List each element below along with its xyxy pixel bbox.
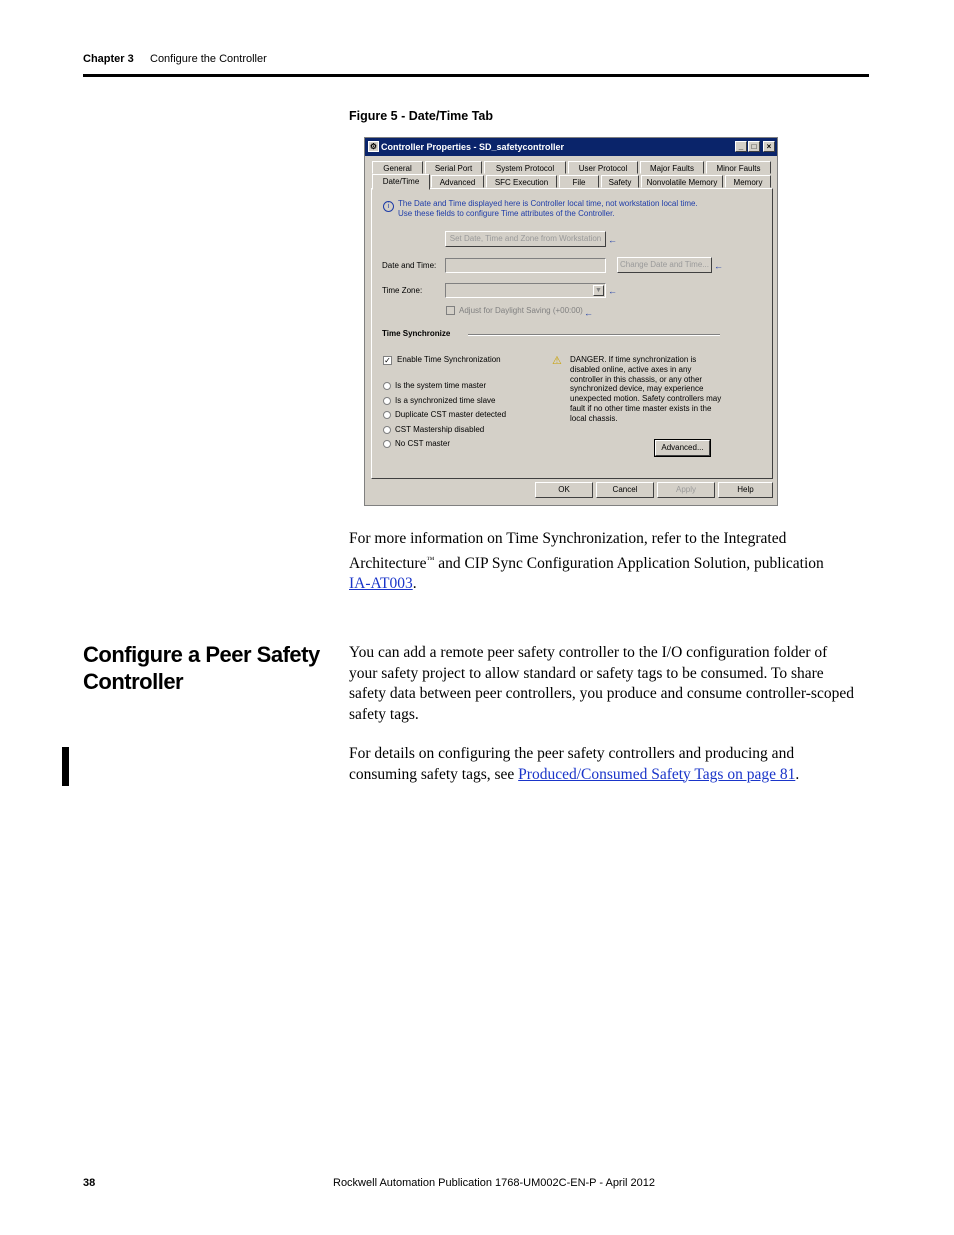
tab-general[interactable]: General	[372, 161, 423, 174]
radio-label: CST Mastership disabled	[395, 425, 485, 434]
radio-duplicate-master[interactable]	[383, 411, 391, 419]
warning-icon: ⚠	[552, 355, 562, 367]
dialog-title: Controller Properties - SD_safetycontroller	[381, 142, 565, 152]
tab-date-time[interactable]: Date/Time	[372, 174, 430, 190]
help-button[interactable]: Help	[718, 482, 773, 498]
tab-sfc-execution[interactable]: SFC Execution	[486, 175, 557, 188]
set-from-workstation-button[interactable]: Set Date, Time and Zone from Workstation	[445, 231, 606, 247]
produced-consumed-link[interactable]: Produced/Consumed Safety Tags on page 81	[518, 765, 796, 783]
maximize-button[interactable]: □	[748, 141, 760, 152]
ok-button[interactable]: OK	[535, 482, 593, 498]
date-time-label: Date and Time:	[382, 261, 437, 270]
tab-serial-port[interactable]: Serial Port	[425, 161, 482, 174]
peer-controller-paragraph: You can add a remote peer safety controller to the I/O configuration folder of your safety project to allow standard or safety tags to be consumed. To share safety data between peer controllers, you produce and consume controller-scoped safety tags.	[349, 644, 854, 723]
radio-label: Is a synchronized time slave	[395, 396, 496, 405]
arrow-left-icon: ←	[714, 261, 723, 271]
tab-minor-faults[interactable]: Minor Faults	[706, 161, 771, 174]
info-text-2: Use these fields to configure Time attributes of the Controller.	[398, 209, 615, 218]
time-sync-paragraph: For more information on Time Synchronization, refer to the Integrated Architecture™ and CIP Sync Configuration Application Solution, publication IA-AT003.	[349, 530, 824, 593]
info-icon: i	[383, 201, 394, 212]
minimize-button[interactable]: _	[735, 141, 747, 152]
group-divider	[468, 334, 720, 336]
details-paragraph: For details on configuring the peer safety controllers and producing and consuming safety tags, see Produced/Consumed Safety Tags on page 81.	[349, 745, 800, 783]
chapter-label: Chapter 3	[83, 53, 134, 65]
tab-memory[interactable]: Memory	[725, 175, 771, 188]
app-icon: ⚙	[369, 142, 378, 151]
close-button[interactable]: ×	[763, 141, 775, 152]
change-bar	[62, 747, 69, 786]
danger-message: DANGER. If time synchronization is disabled online, active axes in any controller in this chassis, or any other synchronized device, may experience unexpected motion. Safety controllers may fault if no other time master exists in the local chassis.	[570, 355, 722, 423]
header-rule	[83, 74, 869, 77]
tab-nonvolatile-memory[interactable]: Nonvolatile Memory	[641, 175, 723, 188]
tab-system-protocol[interactable]: System Protocol	[484, 161, 566, 174]
tab-user-protocol[interactable]: User Protocol	[568, 161, 638, 174]
change-date-time-button[interactable]: Change Date and Time...	[617, 257, 712, 273]
time-zone-label: Time Zone:	[382, 286, 423, 295]
figure-caption: Figure 5 - Date/Time Tab	[349, 109, 494, 123]
chevron-down-icon[interactable]: ▼	[593, 285, 604, 296]
radio-label: No CST master	[395, 439, 450, 448]
radio-no-master[interactable]	[383, 440, 391, 448]
apply-button[interactable]: Apply	[657, 482, 715, 498]
enable-sync-label: Enable Time Synchronization	[397, 355, 501, 364]
enable-sync-checkbox[interactable]: ✓	[384, 356, 391, 365]
radio-time-master[interactable]	[383, 382, 391, 390]
radio-label: Duplicate CST master detected	[395, 410, 507, 419]
chapter-title: Configure the Controller	[150, 53, 267, 65]
publication-info: Rockwell Automation Publication 1768-UM002C-EN-P - April 2012	[333, 1177, 656, 1189]
arrow-left-icon: ←	[584, 308, 593, 318]
cancel-button[interactable]: Cancel	[596, 482, 654, 498]
radio-label: Is the system time master	[395, 381, 487, 390]
advanced-button[interactable]: Advanced...	[655, 440, 710, 456]
dst-label: Adjust for Daylight Saving (+00:00)	[459, 306, 583, 315]
dialog-title-bar	[365, 138, 777, 156]
ia-at003-link[interactable]: IA-AT003	[349, 575, 413, 593]
tab-file[interactable]: File	[559, 175, 599, 188]
info-text-1: The Date and Time displayed here is Controller local time, not workstation local time.	[398, 199, 698, 208]
date-time-field[interactable]	[445, 258, 606, 273]
time-zone-select[interactable]	[445, 283, 606, 298]
page-number: 38	[83, 1177, 96, 1189]
tab-advanced[interactable]: Advanced	[431, 175, 484, 188]
tab-safety[interactable]: Safety	[601, 175, 639, 188]
section-heading: Configure a Peer Safety Controller	[83, 642, 320, 694]
time-synchronize-group: Time Synchronize	[382, 329, 451, 338]
controller-properties-dialog	[364, 137, 778, 506]
tab-major-faults[interactable]: Major Faults	[640, 161, 704, 174]
radio-time-slave[interactable]	[383, 397, 391, 405]
arrow-left-icon: ←	[608, 286, 617, 296]
dst-checkbox[interactable]	[446, 306, 455, 315]
arrow-left-icon: ←	[608, 235, 617, 245]
radio-mastership-disabled[interactable]	[383, 426, 391, 434]
